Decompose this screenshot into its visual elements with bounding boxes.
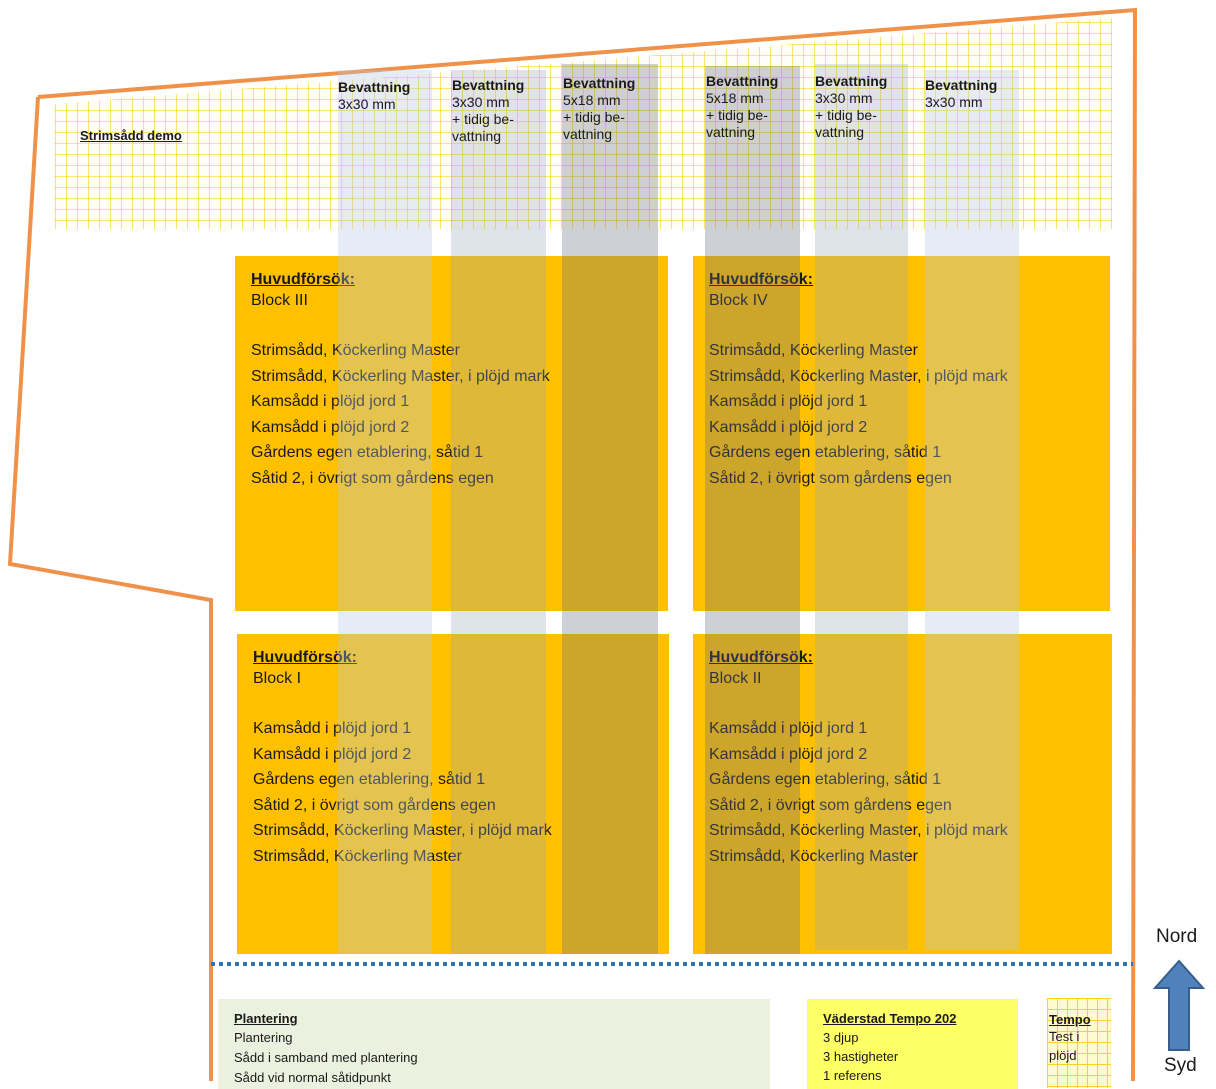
list-item: Såtid 2, i övrigt som gårdens egen — [251, 469, 494, 487]
list-item: Gårdens egen etablering, såtid 1 — [709, 771, 942, 788]
list-item: Kamsådd i plöjd jord 1 — [709, 393, 868, 410]
compass-north-label: Nord — [1156, 926, 1198, 947]
irrigation-line: vattning — [563, 126, 613, 142]
list-item: Strimsådd, Köckerling Master — [251, 342, 460, 359]
tempo-202-title: Väderstad Tempo 202 — [823, 1011, 957, 1026]
irrigation-line: 3x30 mm — [452, 94, 510, 110]
irrigation-label-2 — [452, 77, 524, 145]
irrigation-line: 5x18 mm — [706, 90, 764, 106]
list-item: Kamsådd i plöjd jord 1 — [251, 393, 410, 410]
irrigation-label-1 — [338, 79, 410, 113]
field-boundary-west — [10, 97, 211, 1081]
block-title: Huvudförsök: — [709, 271, 813, 288]
irrigation-label-6 — [925, 77, 997, 111]
list-item: Strimsådd, Köckerling Master, i plöjd mark — [709, 822, 1008, 839]
irrigation-line: vattning — [452, 128, 502, 144]
list-item: Kamsådd i plöjd jord 2 — [253, 745, 412, 763]
list-item: Strimsådd, Köckerling Master, i plöjd mark — [709, 367, 1008, 385]
tempo-test-box — [1047, 998, 1111, 1088]
planting-line: Sådd i samband med plantering — [234, 1050, 418, 1065]
irrigation-title: Bevattning — [706, 73, 779, 89]
irrigation-line: vattning — [815, 124, 865, 140]
irrigation-title: Bevattning — [563, 75, 636, 91]
irrigation-strip-4 — [705, 66, 800, 954]
north-arrow-icon — [1152, 958, 1206, 1053]
list-item: Strimsådd, Köckerling Master — [709, 847, 918, 865]
list-item: Gårdens egen etablering, såtid 1 — [709, 444, 942, 461]
irrigation-strip-2 — [451, 70, 546, 954]
strim-demo-label: Strimsådd demo — [80, 128, 182, 143]
irrigation-title: Bevattning — [338, 79, 411, 95]
block-subtitle: Block IV — [709, 292, 768, 309]
list-item: Kamsådd i plöjd jord 2 — [709, 745, 868, 763]
tempo-202-box — [807, 999, 1018, 1089]
list-item: Såtid 2, i övrigt som gårdens egen — [709, 469, 952, 487]
planting-line: Sådd vid normal såtidpunkt — [234, 1070, 391, 1085]
block-title: Huvudförsök: — [251, 271, 355, 288]
list-item: Kamsådd i plöjd jord 2 — [251, 418, 410, 436]
tempo-test-title: Tempo — [1049, 1012, 1091, 1027]
irrigation-strip-1 — [338, 70, 432, 954]
list-item: Såtid 2, i övrigt som gårdens egen — [253, 796, 496, 814]
tempo-202-line: 3 hastigheter — [823, 1049, 899, 1064]
list-item: Strimsådd, Köckerling Master — [253, 847, 462, 865]
tempo-test-line: plöjd — [1049, 1048, 1077, 1063]
list-item: Kamsådd i plöjd jord 1 — [709, 720, 868, 737]
list-item: Gårdens egen etablering, såtid 1 — [251, 444, 484, 461]
irrigation-label-4 — [706, 73, 778, 141]
irrigation-strip-5 — [815, 64, 908, 950]
list-item: Kamsådd i plöjd jord 2 — [709, 418, 868, 436]
planting-line: Plantering — [234, 1030, 293, 1045]
irrigation-line: + tidig be- — [815, 107, 877, 123]
list-item: Strimsådd, Köckerling Master, i plöjd mark — [253, 822, 552, 839]
block-subtitle: Block II — [709, 670, 762, 687]
planting-title: Plantering — [234, 1011, 298, 1026]
planting-box — [218, 999, 770, 1089]
irrigation-line: + tidig be- — [563, 109, 625, 125]
irrigation-line: 3x30 mm — [338, 96, 396, 112]
block-subtitle: Block III — [251, 292, 308, 309]
irrigation-line: vattning — [706, 124, 756, 140]
irrigation-strip-6 — [925, 70, 1019, 950]
list-item: Kamsådd i plöjd jord 1 — [253, 720, 412, 737]
irrigation-label-5 — [815, 73, 887, 141]
irrigation-line: 3x30 mm — [815, 90, 873, 106]
irrigation-line: + tidig be- — [452, 111, 514, 127]
irrigation-label-3 — [563, 75, 635, 143]
tempo-202-line: 1 referens — [823, 1068, 882, 1083]
irrigation-title: Bevattning — [815, 73, 888, 89]
tempo-test-line: Test i — [1049, 1029, 1080, 1044]
tempo-202-line: 3 djup — [823, 1030, 859, 1045]
compass-south-label: Syd — [1164, 1055, 1197, 1076]
irrigation-title: Bevattning — [452, 77, 525, 93]
block-title: Huvudförsök: — [253, 649, 357, 666]
irrigation-line: 3x30 mm — [925, 94, 983, 110]
irrigation-strip-3 — [562, 64, 658, 954]
list-item: Strimsådd, Köckerling Master — [709, 342, 918, 359]
irrigation-title: Bevattning — [925, 77, 998, 93]
list-item: Gårdens egen etablering, såtid 1 — [253, 771, 486, 788]
block-subtitle: Block I — [253, 670, 302, 687]
block-title: Huvudförsök: — [709, 649, 813, 666]
irrigation-line: 5x18 mm — [563, 92, 621, 108]
list-item: Strimsådd, Köckerling Master, i plöjd mark — [251, 367, 550, 385]
list-item: Såtid 2, i övrigt som gårdens egen — [709, 796, 952, 814]
irrigation-line: + tidig be- — [706, 107, 768, 123]
